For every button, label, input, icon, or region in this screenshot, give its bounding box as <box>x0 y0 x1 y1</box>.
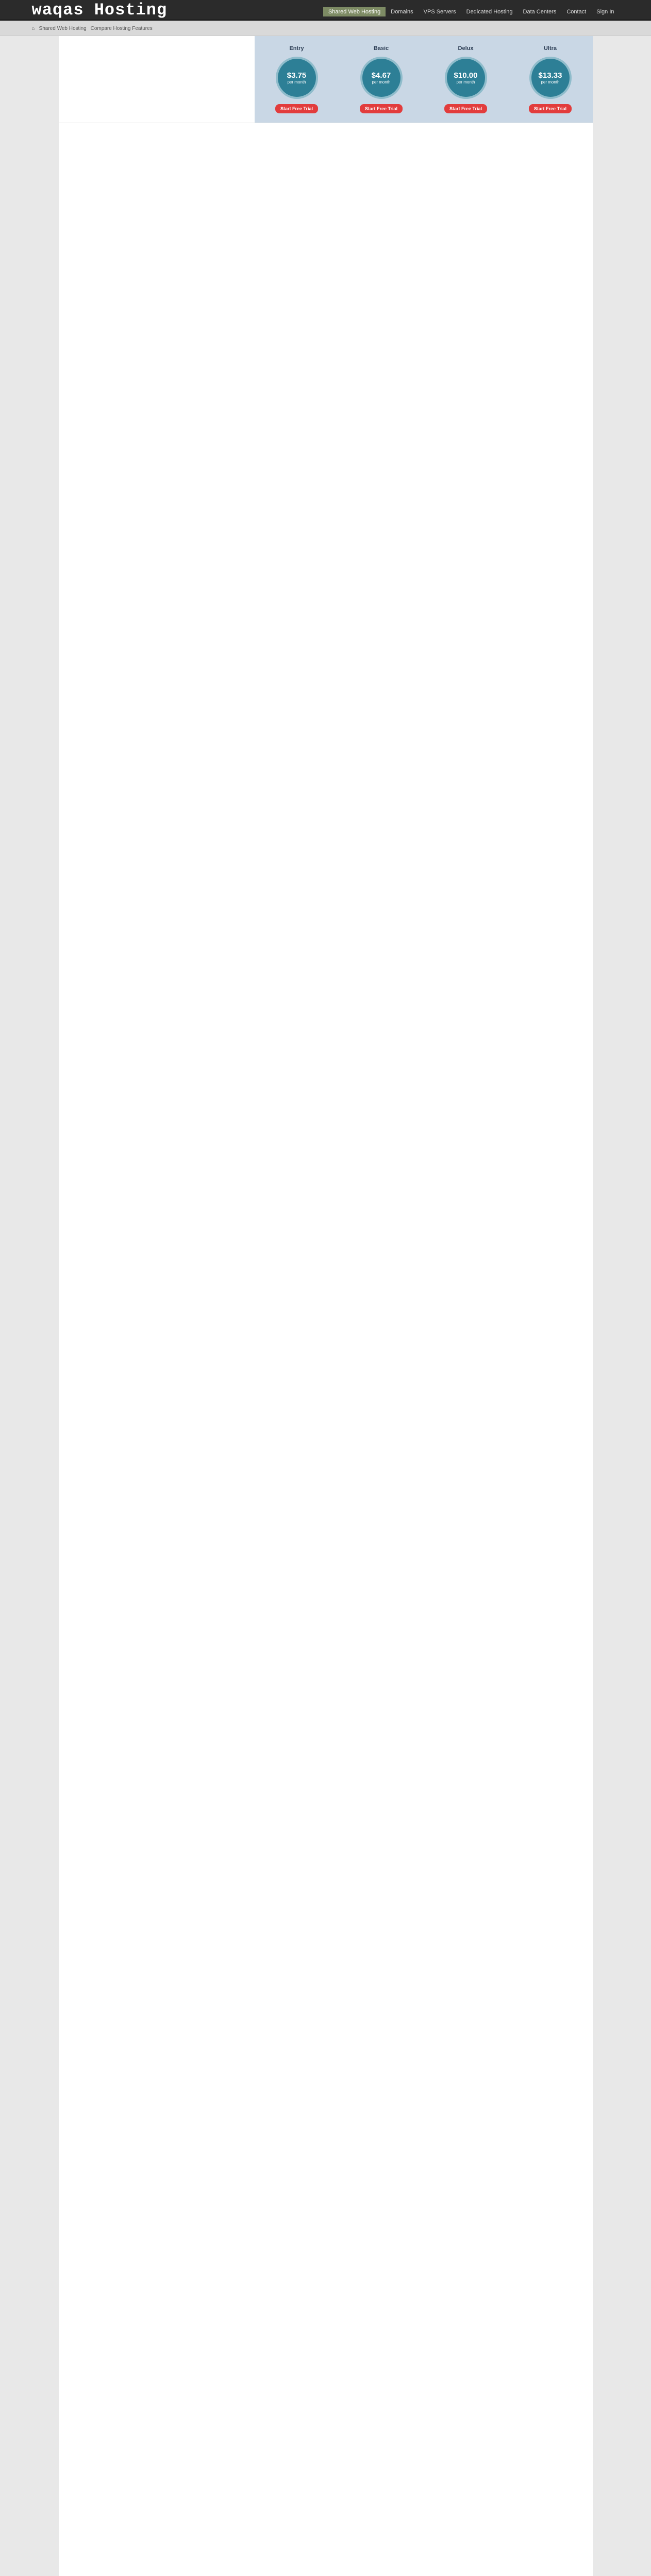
nav-item-3[interactable]: Dedicated Hosting <box>466 9 513 15</box>
breadcrumb <box>0 21 651 36</box>
nav-item-6[interactable]: Sign In <box>596 9 614 15</box>
plan-price-period: per month <box>541 79 560 84</box>
main-nav <box>323 7 620 16</box>
plan-name: Basic <box>373 45 389 52</box>
plan-price-period: per month <box>287 79 306 84</box>
comparison-page <box>59 36 593 2576</box>
nav-item-0[interactable]: Shared Web Hosting <box>323 7 386 16</box>
plan-card-0 <box>255 36 339 123</box>
plan-name: Ultra <box>543 45 557 52</box>
start-free-trial-button[interactable]: Start Free Trial <box>444 104 487 113</box>
price-badge <box>278 59 316 97</box>
price-badge <box>531 59 570 97</box>
plan-name: Entry <box>289 45 304 52</box>
plan-price: $4.67 <box>371 71 391 80</box>
nav-item-2[interactable]: VPS Servers <box>423 9 456 15</box>
comparison-table <box>59 36 593 123</box>
plan-name: Delux <box>458 45 474 52</box>
site-header <box>0 0 651 21</box>
plan-price: $10.00 <box>454 71 478 80</box>
plan-price-period: per month <box>456 79 475 84</box>
breadcrumb-item-0[interactable]: ⌂ <box>31 25 35 31</box>
start-free-trial-button[interactable]: Start Free Trial <box>529 104 572 113</box>
start-free-trial-button[interactable]: Start Free Trial <box>275 104 318 113</box>
plan-price: $13.33 <box>538 71 562 80</box>
nav-item-4[interactable]: Data Centers <box>523 9 557 15</box>
nav-item-1[interactable]: Domains <box>391 9 413 15</box>
plan-price: $3.75 <box>287 71 307 80</box>
site-logo[interactable]: waqas Hosting <box>31 1 168 20</box>
plan-card-2 <box>424 36 508 123</box>
breadcrumb-item-2[interactable]: Compare Hosting Features <box>90 25 153 31</box>
price-badge <box>447 59 485 97</box>
breadcrumb-item-1[interactable]: Shared Web Hosting <box>39 25 87 31</box>
price-badge <box>362 59 400 97</box>
plan-card-1 <box>339 36 424 123</box>
plan-card-3 <box>508 36 593 123</box>
start-free-trial-button[interactable]: Start Free Trial <box>360 104 403 113</box>
nav-item-5[interactable]: Contact <box>566 9 587 15</box>
plan-price-period: per month <box>372 79 391 84</box>
